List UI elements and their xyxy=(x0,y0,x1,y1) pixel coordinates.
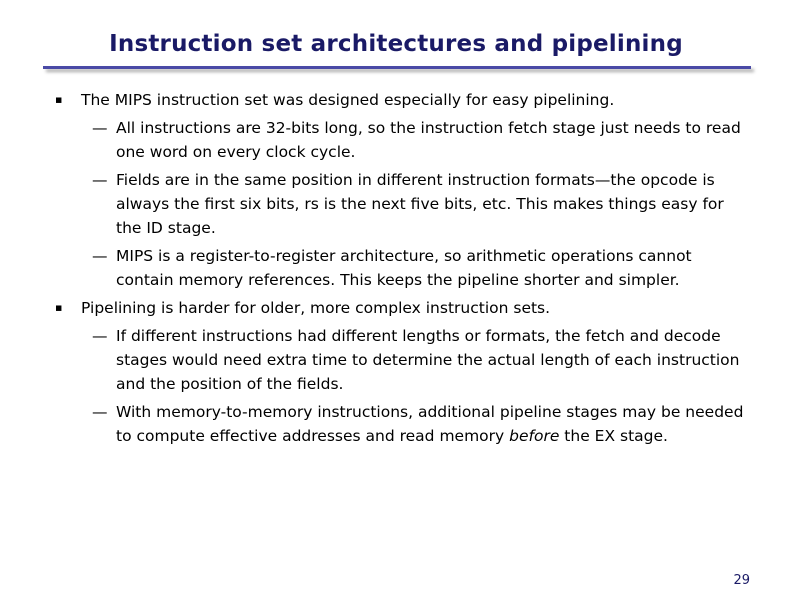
dash-bullet-icon: — xyxy=(92,403,108,421)
subbullet-memory-to-memory xyxy=(0,400,792,448)
dash-bullet-icon: — xyxy=(92,171,108,189)
square-bullet-icon: ▪ xyxy=(55,301,63,314)
bullet-text: Pipelining is harder for older, more complex instruction sets. xyxy=(81,299,551,317)
title-underline xyxy=(43,66,751,69)
subbullet-text: Fields are in the same position in different instruction formats—the opcode is always the first six bits, rs is the next five bits, etc. This makes things easy for the ID stage. xyxy=(116,171,724,237)
dash-bullet-icon: — xyxy=(92,119,108,137)
bullet-complex-instruction-sets xyxy=(0,296,792,320)
dash-bullet-icon: — xyxy=(92,247,108,265)
subbullet-text: If different instructions had different lengths or formats, the fetch and decode stages would need extra time to determine the actual length of each instruction and the position of the fields. xyxy=(116,327,740,393)
subbullet-register-to-register xyxy=(0,244,792,292)
bullet-text: The MIPS instruction set was designed especially for easy pipelining. xyxy=(81,91,615,109)
square-bullet-icon: ▪ xyxy=(55,93,63,106)
subbullet-text: All instructions are 32-bits long, so the instruction fetch stage just needs to read one word on every clock cycle. xyxy=(116,119,741,161)
slide-title: Instruction set architectures and pipelining xyxy=(109,31,683,57)
subbullet-text: MIPS is a register-to-register architecture, so arithmetic operations cannot contain memory references. This keeps the pipeline shorter and simpler. xyxy=(116,247,692,289)
subbullet-text-end: the EX stage. xyxy=(559,427,668,445)
subbullet-fixed-length xyxy=(0,116,792,164)
slide-body xyxy=(0,88,792,452)
dash-bullet-icon: — xyxy=(92,327,108,345)
subbullet-variable-lengths xyxy=(0,324,792,396)
subbullet-text-start: With memory-to-memory instructions, additional pipeline stages may be needed to compute effective addresses and read memory xyxy=(116,403,744,445)
subbullet-field-positions xyxy=(0,168,792,240)
emphasized-word: before xyxy=(509,427,560,445)
page-number: 29 xyxy=(733,573,750,588)
bullet-mips-easy-pipelining xyxy=(0,88,792,112)
